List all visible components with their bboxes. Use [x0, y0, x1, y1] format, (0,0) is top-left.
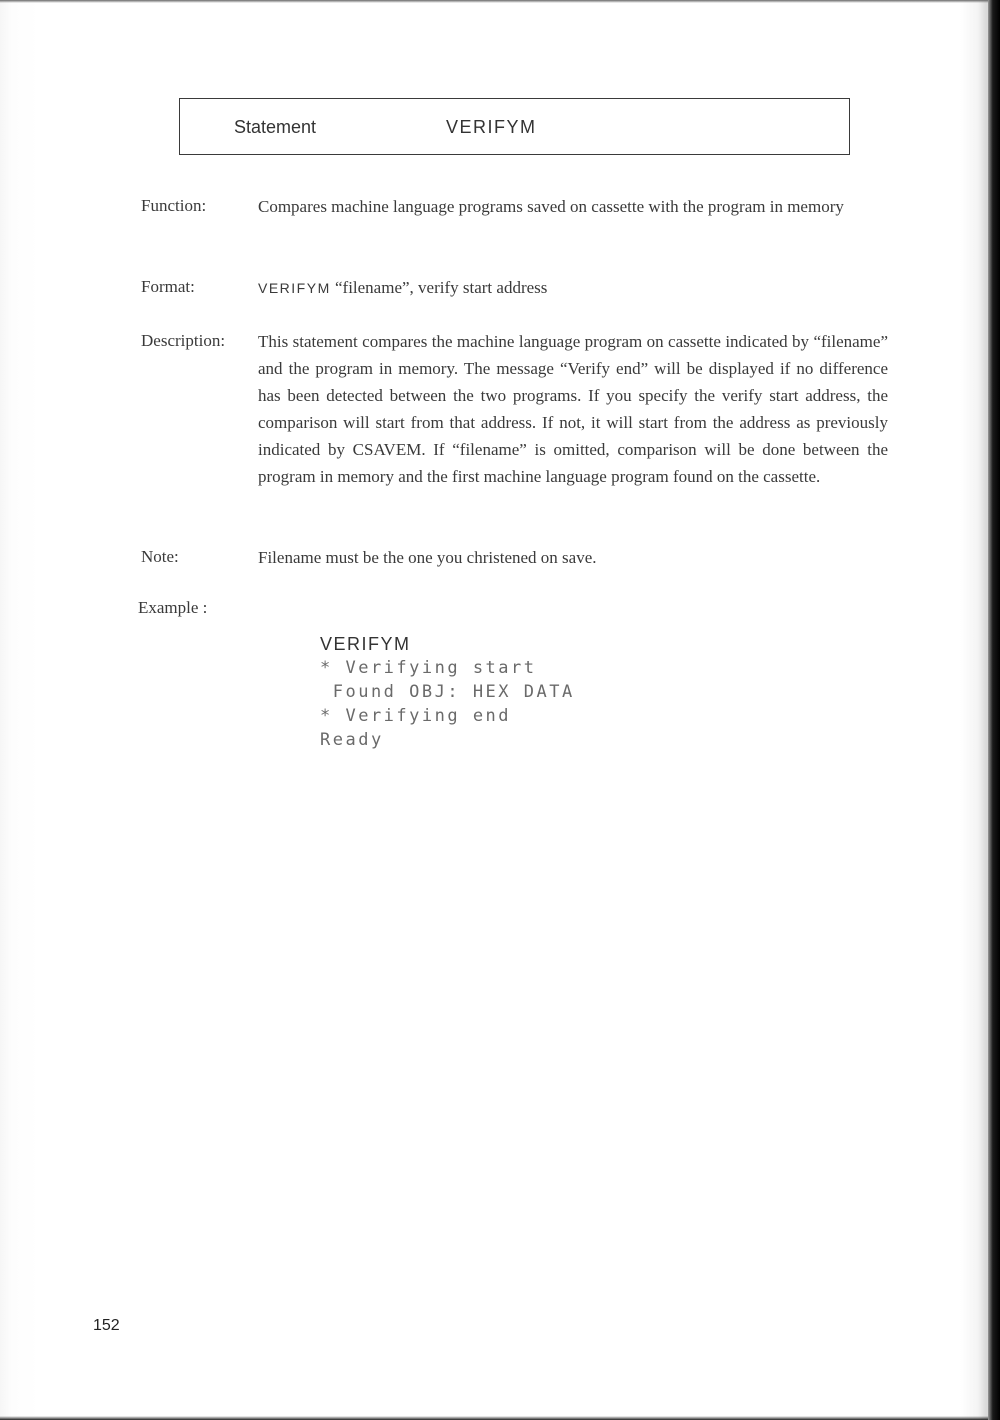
page-number: 152	[93, 1317, 120, 1334]
page-binding-edge	[988, 0, 1000, 1420]
page-bottom-edge	[0, 1416, 1000, 1420]
example-output-line: * Verifying start	[320, 658, 537, 678]
format-arguments: “filename”, verify start address	[330, 278, 548, 297]
statement-header-box	[179, 98, 850, 155]
example-command: VERIFYM	[320, 634, 411, 654]
example-label: Example :	[138, 598, 208, 617]
statement-type-label: Statement	[234, 117, 317, 137]
format-label: Format:	[141, 277, 195, 296]
page-top-edge	[0, 0, 1000, 3]
function-label: Function:	[141, 196, 207, 215]
description-text: This statement compares the machine language program on cassette indicated by “filename” and the program in memory. The message “Verify end” will be displayed if no difference has been detected between the two programs. If you specify the verify start address, the comparison will start from that address. If not, it will start from the address as previously indicated by CSAVEM. If “filename” is omitted, comparison will be done between the program in memory and the first machine language program found on the cassette.	[258, 332, 888, 486]
note-text: Filename must be the one you christened on save.	[258, 548, 597, 567]
example-output-line: * Verifying end	[320, 706, 512, 726]
example-code-block	[320, 632, 575, 752]
format-text	[258, 274, 888, 302]
function-text: Compares machine language programs saved on cassette with the program in memory	[258, 197, 844, 216]
description-label: Description:	[141, 331, 226, 350]
format-command: VERIFYM	[258, 280, 331, 296]
note-label: Note:	[141, 547, 179, 566]
example-output-line: Ready	[320, 730, 384, 750]
example-output-line: Found OBJ: HEX DATA	[320, 682, 575, 702]
statement-name: VERIFYM	[446, 117, 537, 137]
